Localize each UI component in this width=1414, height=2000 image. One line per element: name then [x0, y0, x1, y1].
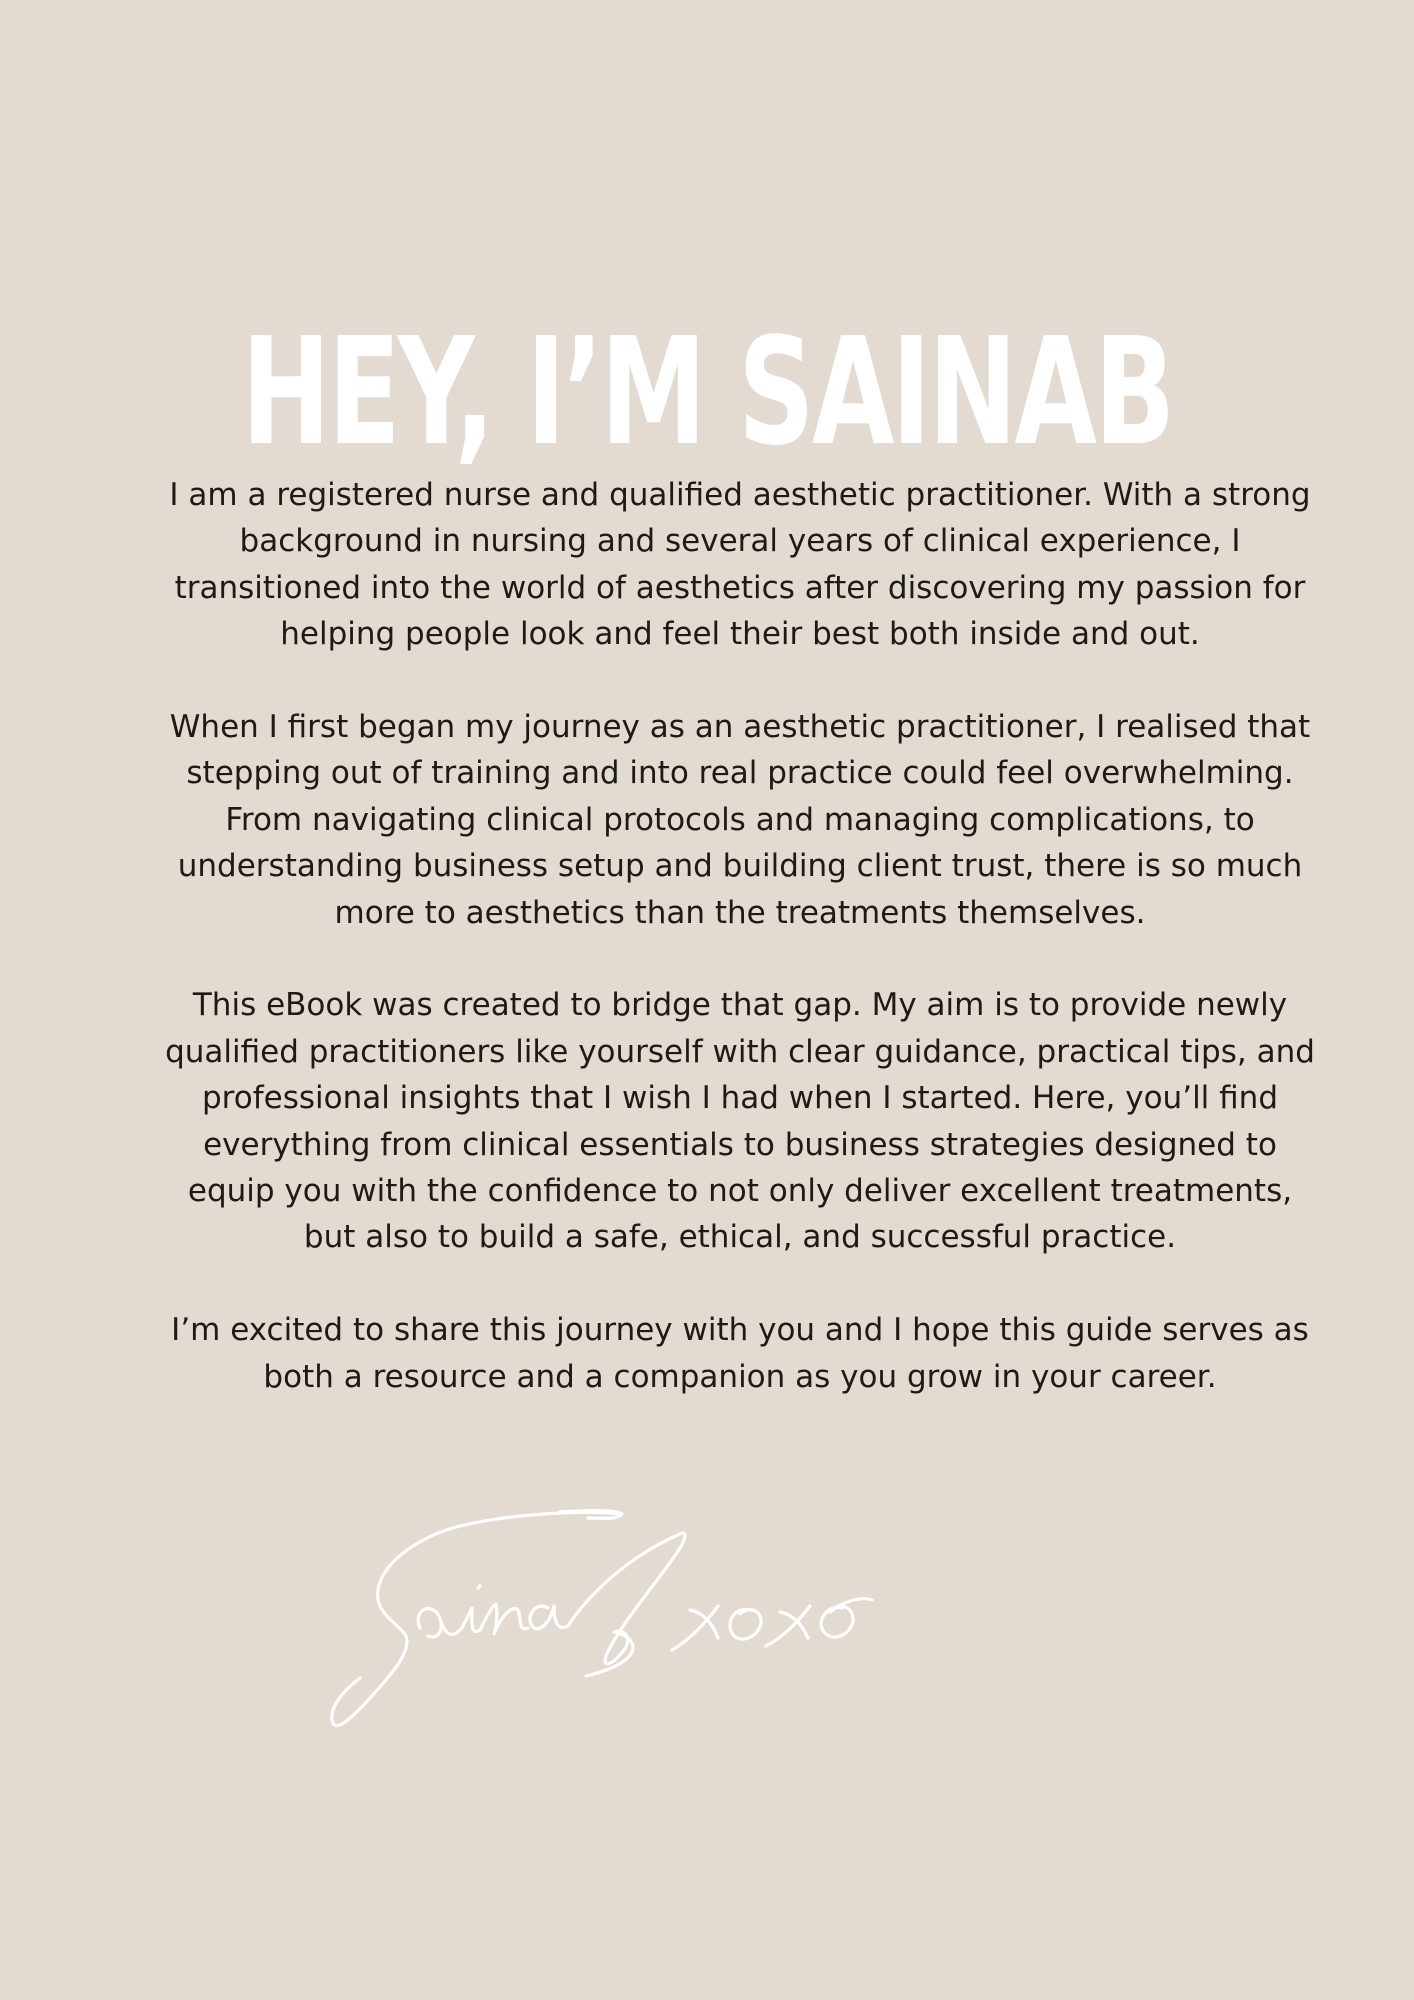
intro-text [160, 472, 1320, 1446]
signature-stroke [821, 1599, 872, 1637]
signature-stroke [730, 1609, 761, 1639]
intro-paragraph-2: When I first began my journey as an aesthetic practitioner, I realised that stepping out of training and into real practice could feel overwhelming. From navigating clinical protocols and managing complications, to understanding business setup and building client trust, there is so much more to aesthetics than the treatments themselves. [169, 709, 1311, 931]
signature-stroke [478, 1586, 480, 1588]
signature-stroke [672, 1606, 718, 1650]
page-title: HEY, I’M SAINAB [241, 306, 1173, 479]
signature-stroke [766, 1606, 810, 1646]
signature-stroke [530, 1606, 568, 1629]
signature [320, 1500, 1040, 1740]
signature-stroke [418, 1609, 460, 1637]
signature-stroke [332, 1513, 620, 1726]
signature-stroke [568, 1533, 685, 1676]
intro-paragraph-3: This eBook was created to bridge that gap. My aim is to provide newly qualified practitioners like yourself with clear guidance, practical tips, and professional insights that I wish I had when I started. Here, you’ll find everything from clinical essentials to business strategies designed to equip you with the confidence to not only deliver excellent treatments, but also to build a safe, ethical, and successful practice. [165, 987, 1315, 1256]
intro-paragraph-1: I am a registered nurse and qualified aesthetic practitioner. With a strong background in nursing and several years of clinical experience, I transitioned into the world of aesthetics after discovering my passion for helping people look and feel their best both inside and out. [169, 477, 1311, 653]
signature-stroke [462, 1608, 480, 1631]
intro-paragraph-4: I’m excited to share this journey with you and I hope this guide serves as both a resource and a companion as you grow in your career. [171, 1312, 1309, 1395]
signature-stroke [480, 1604, 528, 1634]
